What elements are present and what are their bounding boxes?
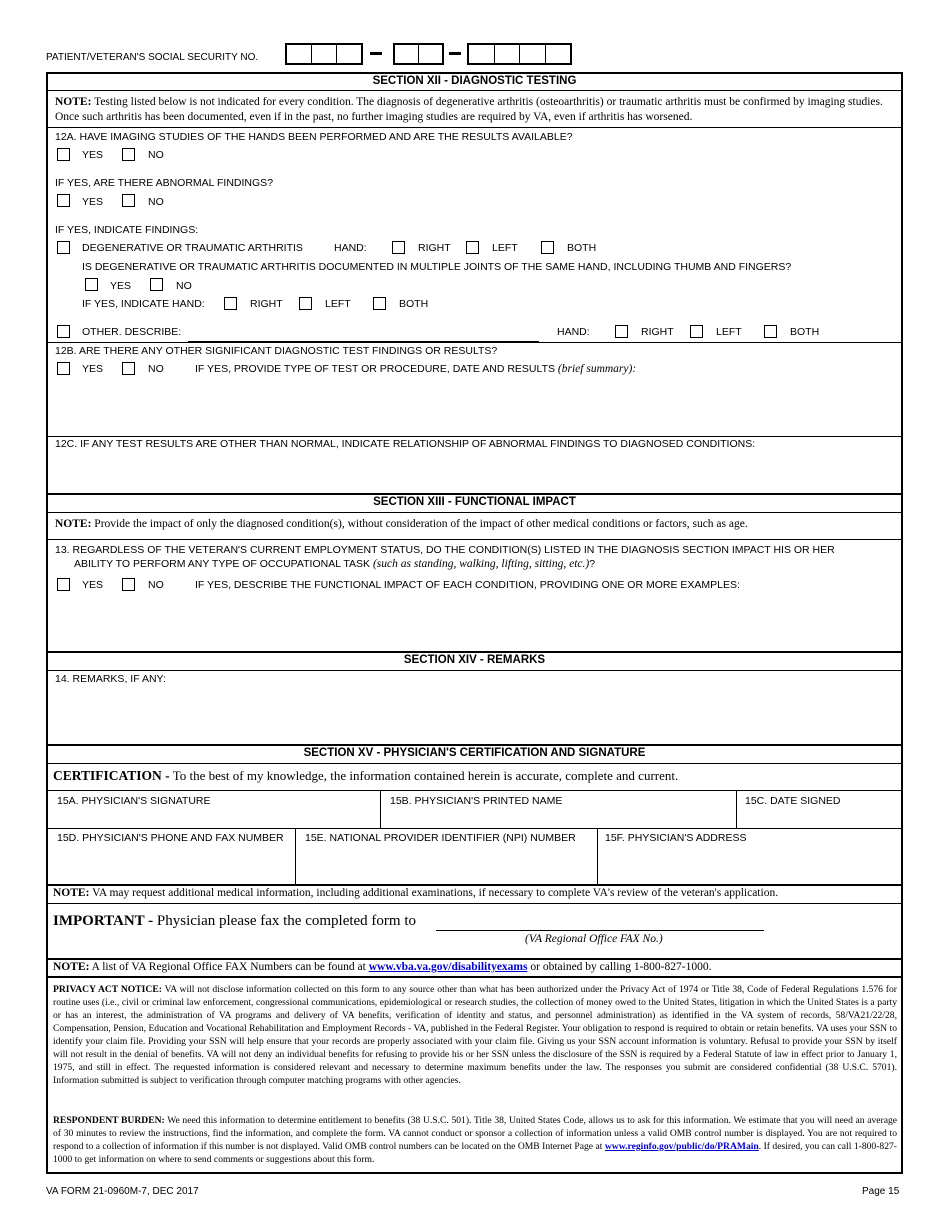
q12b-no-checkbox[interactable]: [122, 362, 135, 375]
no-label: NO: [148, 196, 164, 208]
divider: [46, 436, 903, 437]
note-label: NOTE:: [55, 96, 92, 108]
multiple-joints-label: IS DEGENERATIVE OR TRAUMATIC ARTHRITIS DOCUMENTED IN MULTIPLE JOINTS OF THE SAME HAND, INCLUDING THUMB AND FINGERS?: [82, 261, 792, 273]
q13-end: ?: [589, 558, 596, 570]
remarks-input[interactable]: [55, 690, 895, 742]
indicate-hand-label: IF YES, INDICATE HAND:: [82, 298, 205, 310]
left-label: LEFT: [325, 298, 351, 310]
printed-name-input[interactable]: [382, 791, 734, 827]
both-label: BOTH: [567, 242, 597, 254]
multiple-both-checkbox[interactable]: [373, 297, 386, 310]
right-label: RIGHT: [641, 326, 674, 338]
other-both-checkbox[interactable]: [764, 325, 777, 338]
other-left-checkbox[interactable]: [690, 325, 703, 338]
yes-label: YES: [82, 149, 104, 161]
divider: [46, 342, 903, 343]
arthritis-checkbox[interactable]: [57, 241, 70, 254]
section-12-title: SECTION XII - DIAGNOSTIC TESTING: [372, 75, 577, 87]
abnormal-yes-checkbox[interactable]: [57, 194, 70, 207]
disability-exams-link[interactable]: www.vba.va.gov/disabilityexams: [368, 961, 528, 973]
phone-fax-input[interactable]: [50, 829, 292, 883]
q12b-yes-checkbox[interactable]: [57, 362, 70, 375]
q12c-response-input[interactable]: [55, 454, 895, 492]
fax-number-input[interactable]: [436, 930, 764, 931]
divider: [597, 828, 598, 884]
additional-info-note: [53, 886, 898, 901]
q13-prompt: IF YES, DESCRIBE THE FUNCTIONAL IMPACT OF EACH CONDITION, PROVIDING ONE OR MORE EXAMPLES:: [195, 579, 740, 591]
divider: [46, 651, 903, 653]
divider: [46, 493, 903, 495]
ssn-dash: [370, 52, 382, 55]
burden-label: RESPONDENT BURDEN:: [53, 1115, 165, 1126]
abnormal-no-checkbox[interactable]: [122, 194, 135, 207]
burden-text: We need this information to determine entitlement to benefits (38 U.S.C. 501). Title 38, United States Code, allows us to ask for this information. We estimate that you will need an average of 30 minutes to review the instructions, find the information, and complete the form. VA cannot conduct or sponsor a collection of information unless a valid OMB control number is displayed. You are not required to respond to a collection of information if this number is not displayed. Valid OMB control numbers can be located on the OMB Internet Page at: [53, 1115, 898, 1152]
certification-statement: [53, 768, 898, 783]
arthritis-both-checkbox[interactable]: [541, 241, 554, 254]
arthritis-label: DEGENERATIVE OR TRAUMATIC ARTHRITIS: [82, 242, 303, 254]
remarks-label: 14. REMARKS, IF ANY:: [55, 673, 166, 685]
ssn-part-1-input[interactable]: [285, 43, 363, 65]
both-label: BOTH: [790, 326, 820, 338]
other-describe-label: OTHER. DESCRIBE:: [82, 326, 182, 338]
multiple-right-checkbox[interactable]: [224, 297, 237, 310]
q12b-label: 12B. ARE THERE ANY OTHER SIGNIFICANT DIAGNOSTIC TEST FINDINGS OR RESULTS?: [55, 345, 498, 357]
certification-label: CERTIFICATION -: [53, 768, 170, 783]
no-label: NO: [148, 579, 164, 591]
q13-label-line2: [74, 558, 595, 570]
important-statement: [53, 912, 416, 930]
right-label: RIGHT: [418, 242, 451, 254]
phone-fax-label: 15D. PHYSICIAN'S PHONE AND FAX NUMBER: [57, 832, 284, 844]
signature-label: 15A. PHYSICIAN'S SIGNATURE: [57, 795, 211, 807]
note-text: Provide the impact of only the diagnosed condition(s), without consideration of the impact of other medical conditions or factors, such as age.: [94, 518, 748, 530]
page-number: Page 15: [862, 1186, 900, 1197]
printed-name-label: 15B. PHYSICIAN'S PRINTED NAME: [390, 795, 563, 807]
form-id: VA FORM 21-0960M-7, DEC 2017: [46, 1186, 199, 1197]
indicate-findings-label: IF YES, INDICATE FINDINGS:: [55, 224, 199, 236]
multiple-yes-checkbox[interactable]: [85, 278, 98, 291]
divider: [380, 790, 381, 828]
q13-yes-checkbox[interactable]: [57, 578, 70, 591]
q12a-yes-checkbox[interactable]: [57, 148, 70, 161]
no-label: NO: [176, 280, 192, 292]
important-text: Physician please fax the completed form to: [156, 913, 417, 929]
other-right-checkbox[interactable]: [615, 325, 628, 338]
q12a-label: 12A. HAVE IMAGING STUDIES OF THE HANDS BEEN PERFORMED AND ARE THE RESULTS AVAILABLE?: [55, 131, 573, 143]
other-checkbox[interactable]: [57, 325, 70, 338]
note-text: VA may request additional medical information, including additional examinations, if necessary to complete VA's review of the veteran's application.: [92, 887, 779, 899]
q13-response-input[interactable]: [195, 596, 895, 648]
abnormal-label: IF YES, ARE THERE ABNORMAL FINDINGS?: [55, 177, 274, 189]
multiple-left-checkbox[interactable]: [299, 297, 312, 310]
divider: [46, 90, 903, 91]
q12b-response-input[interactable]: [195, 380, 895, 432]
yes-label: YES: [82, 196, 104, 208]
burden-text-end: . If desired, you can call 1-800-827-1000 to get information on where to send comments or suggestions about this form.: [53, 1141, 897, 1165]
note-text-end: or obtained by calling 1-800-827-1000.: [530, 961, 712, 973]
left-label: LEFT: [716, 326, 742, 338]
privacy-act-notice: [53, 983, 897, 1087]
divider: [736, 790, 737, 828]
divider: [295, 828, 296, 884]
section-13-title: SECTION XIII - FUNCTIONAL IMPACT: [373, 496, 576, 508]
divider: [46, 976, 903, 978]
hand-label: HAND:: [334, 242, 367, 254]
ssn-dash: [449, 52, 461, 55]
fax-caption: (VA Regional Office FAX No.): [525, 933, 663, 945]
date-signed-input[interactable]: [738, 791, 900, 827]
divider: [46, 127, 903, 128]
divider: [46, 539, 903, 540]
ssn-label: PATIENT/VETERAN'S SOCIAL SECURITY NO.: [46, 52, 259, 63]
section-14-title: SECTION XIV - REMARKS: [403, 654, 546, 666]
hand-label: HAND:: [557, 326, 590, 338]
note-label: NOTE:: [53, 887, 90, 899]
note-text: Testing listed below is not indicated for every condition. The diagnosis of degenerative arthritis (osteoarthritis) or traumatic arthritis must be confirmed by imaging studies. Once such arthritis has been documented, even if in the past, no further imaging studies are required by VA, even if arthritis has worsened.: [55, 96, 883, 123]
note-label: NOTE:: [53, 961, 90, 973]
q13-label-line1: 13. REGARDLESS OF THE VETERAN'S CURRENT EMPLOYMENT STATUS, DO THE CONDITION(S) LISTED IN THE DIAGNOSIS SECTION IMPACT HIS OR HER: [55, 544, 835, 556]
section-15-title: SECTION XV - PHYSICIAN'S CERTIFICATION AND SIGNATURE: [303, 747, 646, 759]
q12b-prompt-italic: (brief summary):: [557, 363, 637, 375]
privacy-text: VA will not disclose information collected on this form to any source other than what has been authorized under the Privacy Act of 1974 or Title 38, Code of Federal Regulations 1.576 for routine uses (i.e., civil or criminal law enforcement, congressional communications, epidemiological or research studies, the collection of money owed to the United States, litigation in which the United States is a party or has an interest, the administration of VA programs and delivery of VA benefits, verification of identity and status, and personnel administration) as identified in the VA system of records, 58/VA21/22/28, Compensation, Pension, Education and Vocational Rehabilitation and Employment Records - VA, published in the Federal Register. Your obligation to respond is required to obtain or retain benefits. VA uses your SSN to identify your claim file. Providing your SSN will help ensure that your records are properly associated with your claim file. Giving us your SSN account information is voluntary. Refusal to provide your SSN by itself will not result in the denial of benefits. VA will not deny an individual benefits for refusing to provide his or her SSN unless the disclosure of the SSN is required by a Federal Statute of law in effect prior to January 1, 1975, and still in effect. The requested information is considered relevant and necessary to determine maximum benefits under the law. The responses you submit are considered confidential (38 U.S.C. 5701). Information submitted is subject to verification through computer matching programs with other agencies.: [53, 984, 897, 1086]
left-label: LEFT: [492, 242, 518, 254]
q12b-prompt-text: IF YES, PROVIDE TYPE OF TEST OR PROCEDURE, DATE AND RESULTS: [195, 363, 555, 375]
q13-no-checkbox[interactable]: [122, 578, 135, 591]
divider: [46, 512, 903, 513]
signature-input[interactable]: [50, 791, 378, 827]
both-label: BOTH: [399, 298, 429, 310]
q12b-prompt: [195, 363, 636, 375]
no-label: NO: [148, 149, 164, 161]
divider: [46, 670, 903, 671]
q12a-no-checkbox[interactable]: [122, 148, 135, 161]
date-signed-label: 15C. DATE SIGNED: [745, 795, 841, 807]
arthritis-left-checkbox[interactable]: [466, 241, 479, 254]
yes-label: YES: [82, 579, 104, 591]
npi-input[interactable]: [297, 829, 595, 883]
divider: [46, 744, 903, 746]
right-label: RIGHT: [250, 298, 283, 310]
yes-label: YES: [110, 280, 132, 292]
q13-italic: (such as standing, walking, lifting, sitting, etc.): [372, 558, 590, 570]
q12c-label: 12C. IF ANY TEST RESULTS ARE OTHER THAN NORMAL, INDICATE RELATIONSHIP OF ABNORMAL FINDINGS TO DIAGNOSED CONDITIONS:: [55, 438, 756, 450]
privacy-label: PRIVACY ACT NOTICE:: [53, 984, 162, 995]
multiple-no-checkbox[interactable]: [150, 278, 163, 291]
no-label: NO: [148, 363, 164, 375]
ssn-part-3-input[interactable]: [467, 43, 572, 65]
divider: [46, 903, 903, 904]
ssn-part-2-input[interactable]: [393, 43, 444, 65]
yes-label: YES: [82, 363, 104, 375]
q13-text: ABILITY TO PERFORM ANY TYPE OF OCCUPATIONAL TASK: [74, 558, 371, 570]
address-input[interactable]: [599, 829, 901, 883]
reginfo-link[interactable]: www.reginfo.gov/public/do/PRAMain: [604, 1141, 759, 1152]
npi-label: 15E. NATIONAL PROVIDER IDENTIFIER (NPI) NUMBER: [305, 832, 576, 844]
fax-list-note: [53, 960, 898, 975]
section-13-note: [55, 517, 895, 532]
address-label: 15F. PHYSICIAN'S ADDRESS: [605, 832, 747, 844]
note-label: NOTE:: [55, 518, 92, 530]
respondent-burden: [53, 1114, 897, 1166]
note-text: A list of VA Regional Office FAX Numbers can be found at: [91, 961, 366, 973]
important-label: IMPORTANT -: [53, 913, 154, 929]
certification-text: To the best of my knowledge, the information contained herein is accurate, complete and current.: [172, 768, 679, 783]
divider: [46, 763, 903, 764]
section-12-note: [55, 95, 895, 125]
arthritis-right-checkbox[interactable]: [392, 241, 405, 254]
